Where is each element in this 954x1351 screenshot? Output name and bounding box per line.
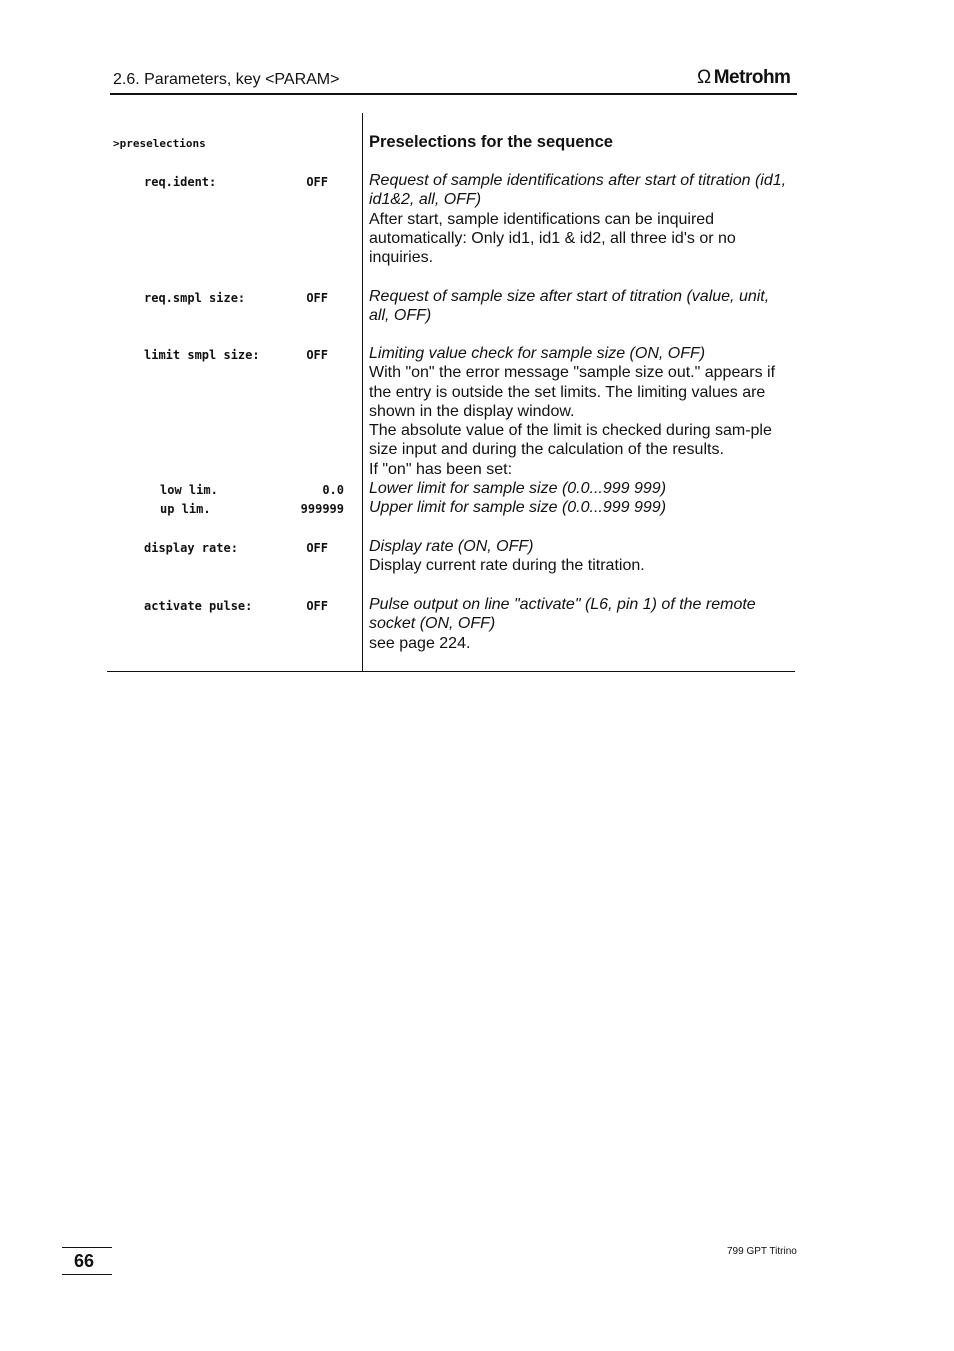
- menu-label-low-lim: low lim.: [160, 483, 218, 497]
- menu-value-display-rate: OFF: [306, 541, 328, 555]
- menu-label-display-rate: display rate:: [144, 541, 238, 555]
- menu-value-req-smpl-size: OFF: [306, 291, 328, 305]
- page-number-rule-top: [62, 1247, 112, 1248]
- page-number-rule-bottom: [62, 1274, 112, 1275]
- page-number: 66: [74, 1251, 95, 1271]
- logo-text: Metrohm: [713, 67, 791, 88]
- desc-req-ident-body: After start, sample identifications can be inquired automatically: Only id1, id1 & id2, all three id's or no inquiries.: [369, 210, 736, 267]
- desc-req-ident: [369, 171, 794, 267]
- menu-label-req-ident: req.ident:: [144, 175, 217, 189]
- menu-label-limit-smpl-size: limit smpl size:: [144, 348, 260, 362]
- desc-limit-smpl-body2: The absolute value of the limit is checked during sam-ple size input and during the calculation of the results.: [369, 422, 772, 459]
- product-name: 799 GPT Titrino: [727, 1246, 797, 1257]
- header-rule: [110, 93, 797, 95]
- desc-limit-smpl-body1: With "on" the error message "sample size out." appears if the entry is outside the set limits. The limiting values are shown in the display window.: [369, 364, 776, 420]
- menu-value-req-ident: OFF: [306, 175, 328, 189]
- desc-req-smpl-title: Request of sample size after start of titration (value, unit, all, OFF): [369, 288, 770, 325]
- desc-req-smpl: [369, 287, 794, 326]
- column-divider: [362, 113, 363, 672]
- desc-low-lim: Lower limit for sample size (0.0...999 999): [369, 480, 667, 498]
- desc-limit-smpl-body3: If "on" has been set:: [369, 460, 513, 478]
- menu-label-req-smpl-size: req.smpl size:: [144, 291, 246, 305]
- desc-display-rate-title: Display rate (ON, OFF): [369, 538, 534, 555]
- menu-label-up-lim: up lim.: [160, 502, 211, 516]
- desc-display-rate: [369, 537, 794, 576]
- menu-value-low-lim: 0.0: [322, 483, 344, 497]
- menu-root: >preselections: [113, 137, 206, 150]
- desc-display-rate-body: Display current rate during the titration.: [369, 557, 645, 575]
- menu-value-up-lim: 999999: [300, 502, 344, 516]
- menu-label-activate-pulse: activate pulse:: [144, 599, 253, 613]
- desc-activate-pulse-body: see page 224.: [369, 634, 471, 652]
- bottom-rule: [107, 671, 795, 672]
- section-title: 2.6. Parameters, key <PARAM>: [113, 71, 340, 88]
- desc-activate-pulse: [369, 595, 794, 653]
- section-heading: Preselections for the sequence: [369, 133, 613, 151]
- menu-value-limit-smpl-size: OFF: [306, 348, 328, 362]
- desc-req-ident-title: Request of sample identifications after start of titration (id1, id1&2, all, OFF): [369, 172, 787, 209]
- desc-up-lim: Upper limit for sample size (0.0...999 999): [369, 499, 667, 517]
- desc-limit-smpl-title: Limiting value check for sample size (ON, OFF): [369, 345, 706, 362]
- metrohm-logo: [697, 67, 790, 89]
- omega-icon: Ω: [697, 67, 711, 88]
- desc-activate-pulse-title: Pulse output on line "activate" (L6, pin 1) of the remote socket (ON, OFF): [369, 596, 756, 633]
- menu-value-activate-pulse: OFF: [306, 599, 328, 613]
- desc-limit-smpl: [369, 344, 794, 518]
